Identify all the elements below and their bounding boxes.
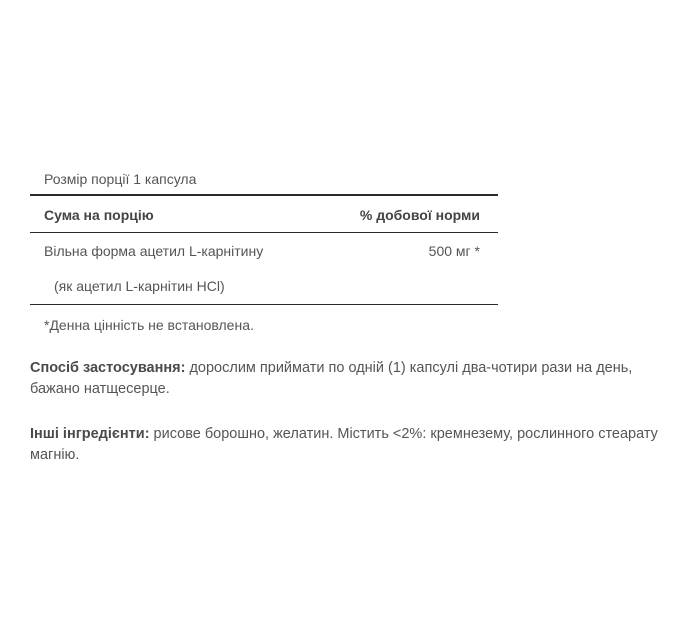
ingredient-form-row [30, 269, 498, 305]
amount-per-serving-header: Сума на порцію [44, 207, 154, 223]
other-ingredients-paragraph [30, 424, 660, 466]
ingredient-form: (як ацетил L-карнітин HCl) [54, 278, 225, 294]
serving-size-row [30, 168, 498, 196]
other-ingredients-label: Інші інгредієнти: [30, 426, 150, 442]
supplement-facts-table [30, 168, 498, 335]
ingredient-amount: 500 мг * [428, 243, 480, 259]
usage-text: дорослим приймати по одній (1) капсулі два-чотири рази на день, бажано натщесерце. [30, 360, 633, 397]
daily-value-header: % добової норми [359, 207, 480, 223]
usage-paragraph [30, 358, 660, 400]
table-header-row [30, 196, 498, 233]
daily-value-footnote: *Денна цінність не встановлена. [44, 317, 254, 333]
ingredient-name: Вільна форма ацетил L-карнітину [44, 243, 264, 259]
usage-label: Спосіб застосування: [30, 360, 186, 376]
serving-size-text: Розмір порції 1 капсула [44, 171, 197, 187]
other-ingredients-text: рисове борошно, желатин. Містить <2%: кремнезему, рослинного стеарату магнію. [30, 426, 658, 463]
ingredient-row [30, 233, 498, 269]
